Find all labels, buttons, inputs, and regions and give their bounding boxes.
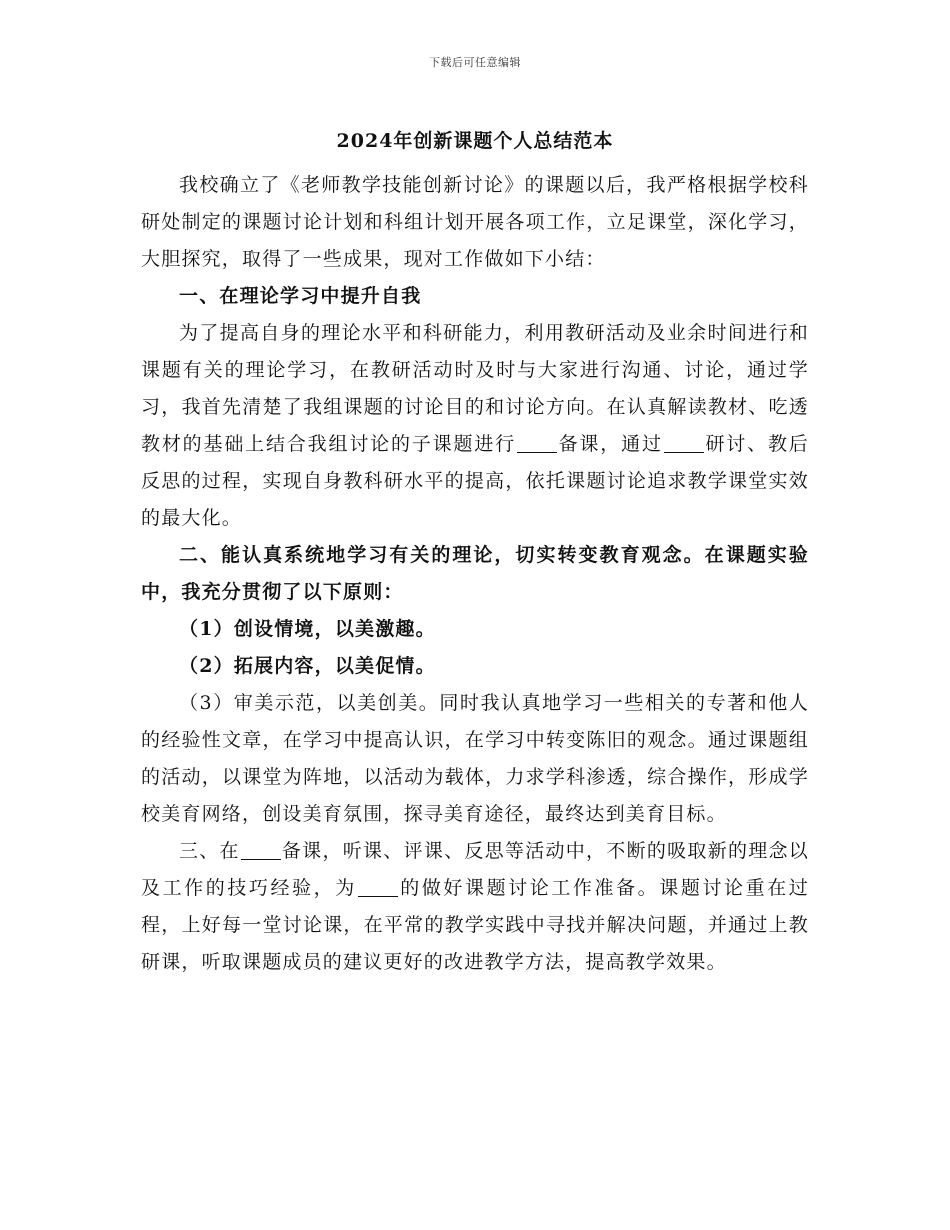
- section-heading-1: [141, 278, 809, 315]
- section-3-text-a: 三、在: [179, 840, 240, 862]
- principle-1: [141, 611, 809, 648]
- section-1-text-c: 研讨、教后反思的过程，实现自身教科研水平的提高，依托课题讨论追求教学课堂实效的最大化。: [141, 433, 809, 529]
- section-1-paragraph: [141, 315, 809, 537]
- document-title: 2024年创新课题个人总结范本: [336, 130, 614, 152]
- principle-2: [141, 648, 809, 685]
- blank-line: [358, 877, 398, 897]
- section-heading-1-text: 一、在理论学习中提升自我: [179, 285, 422, 307]
- section-heading-2-text: 二、能认真系统地学习有关的理论，切实转变教育观念。在课题实验中，我充分贯彻了以下原则：: [141, 544, 809, 603]
- section-3-paragraph: [141, 833, 809, 981]
- blank-line: [241, 840, 281, 860]
- blank-line: [517, 433, 557, 453]
- blank-line: [664, 433, 704, 453]
- intro-text: 我校确立了《老师教学技能创新讨论》的课题以后，我严格根据学校科研处制定的课题讨论计划和科组计划开展各项工作，立足课堂，深化学习，大胆探究，取得了一些成果，现对工作做如下小结：: [141, 174, 809, 270]
- document-body: [141, 167, 809, 981]
- section-3-text-b: 备课，听课、评课、反思等活动中，不断的吸取新的理念以及工作的技巧经验，为: [141, 840, 809, 899]
- principle-3-paragraph: [141, 685, 809, 833]
- principle-2-text: （2）拓展内容，以美促情。: [179, 655, 436, 677]
- section-3-text-c: 的做好课题讨论工作准备。课题讨论重在过程，上好每一堂讨论课，在平常的教学实践中寻找并解决问题，并通过上教研课，听取课题成员的建议更好的改进教学方法，提高教学效果。: [141, 877, 809, 973]
- section-heading-2: [141, 537, 809, 611]
- section-1-text-a: 为了提高自身的理论水平和科研能力，利用教研活动及业余时间进行和课题有关的理论学习，在教研活动时及时与大家进行沟通、讨论，通过学习，我首先清楚了我组课题的讨论目的和讨论方向。在认真解读教材、吃透教材的基础上结合我组讨论的子课题进行: [141, 322, 809, 455]
- principle-1-text: （1）创设情境，以美激趣。: [179, 618, 436, 640]
- intro-paragraph: [141, 167, 809, 278]
- principle-3-text: （3）审美示范，以美创美。同时我认真地学习一些相关的专著和他人的经验性文章，在学习中提高认识，在学习中转变陈旧的观念。通过课题组的活动，以课堂为阵地，以活动为载体，力求学科渗透，综合操作，形成学校美育网络，创设美育氛围，探寻美育途径，最终达到美育目标。: [141, 692, 809, 825]
- header-note: 下载后可任意编辑: [429, 56, 521, 69]
- section-1-text-b: 备课，通过: [558, 433, 663, 455]
